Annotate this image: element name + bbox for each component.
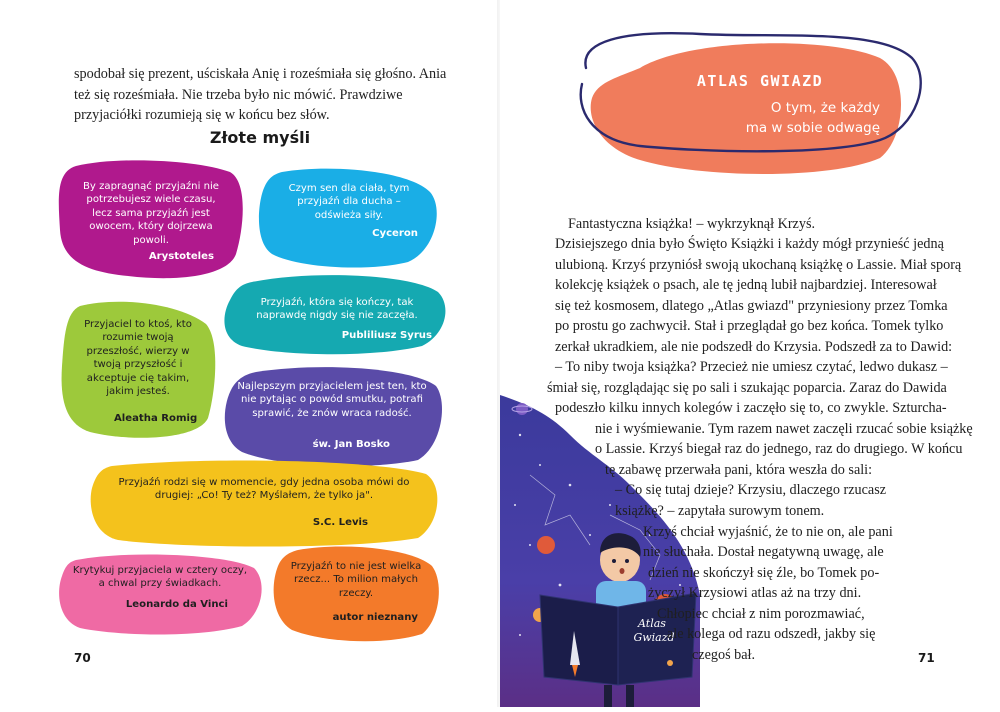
story-line: kolekcję książek o psach, ale tę jedną lubił najbardziej. Interesował — [555, 277, 937, 293]
quote-bubble-syrus — [222, 274, 446, 354]
story-line: o Lassie. Krzyś biegał raz do jednego, raz do drugiego. W końcu — [595, 441, 963, 457]
story-line: podeszło kilku innych kolegów i zaczęło się to, co zwykle. Szturcha- — [555, 400, 947, 416]
story-line: ulubioną. Krzyś przyniósł swoją ukochaną książkę o Lassie. Miał sporą — [555, 257, 962, 273]
story-line: tę zabawę przerwała pani, która weszła do sali: — [605, 462, 873, 478]
quote-text: Przyjaciel to ktoś, kto rozumie twoją przeszłość, wierzy w twoją przyszłość i akceptuje cię takim, jakim jesteś. — [84, 319, 192, 398]
story-line: nie i wyśmiewanie. Tym razem nawet zaczęli rzucać sobie książkę — [595, 421, 973, 437]
quotes-heading: Złote myśli — [209, 128, 311, 147]
page-number-left: 70 — [74, 651, 91, 665]
quote-bubble-cicero — [258, 168, 438, 268]
quote-author: Aleatha Romig — [114, 413, 198, 424]
story-line: się też kosmosem, dlatego „Atlas gwiazd" przyniesiony przez Tomka — [555, 298, 948, 314]
quote-author: Leonardo da Vinci — [125, 599, 228, 610]
story-line: śmiał się, rozglądając się po sali i szukając poparcia. Zaraz do Dawida — [547, 380, 947, 396]
chapter-title: ATLAS GWIAZD — [696, 72, 824, 90]
story-line: książkę? – zapytała surowym tonem. — [615, 503, 825, 519]
quote-bubble-aristotle — [58, 158, 244, 280]
quote-author: św. Jan Bosko — [312, 439, 390, 450]
quote-author: Publiliusz Syrus — [341, 330, 432, 341]
quote-bubble-levis — [88, 460, 440, 546]
book-title-line-1: Atlas — [638, 617, 666, 630]
right-page — [500, 0, 1000, 707]
story-line: Dzisiejszego dnia było Święto Książki i każdy mógł przynieść jedną — [555, 236, 944, 252]
intro-paragraph: spodobał się prezent, uściskała Anię i roześmiała się głośno. Ania też się roześmiała. Nie trzeba było nic mówić. Prawdziwe przyjaciółki rozumieją się w końcu bez słów. — [74, 66, 447, 123]
quote-text: Przyjaźń, która się kończy, tak naprawdę nigdy się nie zaczęła. — [256, 297, 418, 322]
quote-author: Cyceron — [372, 228, 418, 239]
quote-author: Arystoteles — [148, 251, 214, 262]
page-number-right: 71 — [918, 651, 935, 665]
quote-author: autor nieznany — [332, 612, 418, 623]
story-line: – To niby twoja książka? Przecież nie umiesz czytać, ledwo dukasz – — [555, 359, 948, 375]
story-line: ale kolega od razu odszedł, jakby się — [667, 626, 876, 642]
quote-text: Przyjaźń rodzi się w momencie, gdy jedna osoba mówi do drugiej: „Co! Ty też? Myślałem, że tylko ja". — [118, 477, 410, 502]
story-line: Fantastyczna książka! – wykrzyknął Krzyś. — [568, 216, 816, 232]
quote-text: Czym sen dla ciała, tym przyjaźń dla ducha – odświeża siły. — [288, 183, 410, 221]
left-page — [0, 0, 500, 707]
story-line: Krzyś chciał wyjaśnić, że to nie on, ale pani — [643, 524, 893, 540]
story-line: czegoś bał. — [692, 647, 756, 663]
quote-text: Krytykuj przyjaciela w cztery oczy, a chwal przy świadkach. — [72, 565, 248, 590]
bubble-shape — [88, 460, 440, 546]
quote-text: By zapragnąć przyjaźni nie potrzebujesz wiele czasu, lecz sama przyjaźń jest owocem, który dojrzewa powoli. — [82, 181, 220, 246]
quote-text: Najlepszym przyjacielem jest ten, kto nie pytając o powód smutku, potrafi sprawić, że znów wraca radość. — [237, 381, 427, 419]
story-line: zerkał ukradkiem, ale nie podszedł do Krzysia. Podszedł za to Dawid: — [555, 339, 953, 355]
chapter-subtitle-line-2: ma w sobie odwagę — [745, 120, 880, 136]
story-line: nie słuchała. Dostał negatywną uwagę, ale — [643, 544, 884, 560]
quote-text: Przyjaźń to nie jest wielka rzecz... To milion małych rzeczy. — [290, 561, 422, 599]
story-line: po prostu go zachwycił. Stał i przeglądał go bez końca. Tomek tylko — [555, 318, 944, 334]
story-line: dzień nie skończył się źle, bo Tomek po- — [648, 565, 880, 581]
quote-bubble-bosko — [222, 366, 444, 466]
book-title-line-2: Gwiazd — [633, 631, 675, 644]
story-line: życzył Krzysiowi atlas aż na trzy dni. — [648, 585, 862, 601]
story-line: – Co się tutaj dzieje? Krzysiu, dlaczego rzucasz — [615, 482, 887, 498]
chapter-subtitle — [680, 98, 880, 138]
story-line: Chłopiec chciał z nim porozmawiać, — [657, 606, 865, 622]
chapter-subtitle-line-1: O tym, że każdy — [770, 100, 880, 116]
quote-bubble-davinci — [58, 552, 262, 634]
quote-author: S.C. Levis — [312, 517, 368, 528]
quote-bubble-unknown — [272, 546, 440, 642]
quote-bubble-romig — [60, 300, 216, 440]
